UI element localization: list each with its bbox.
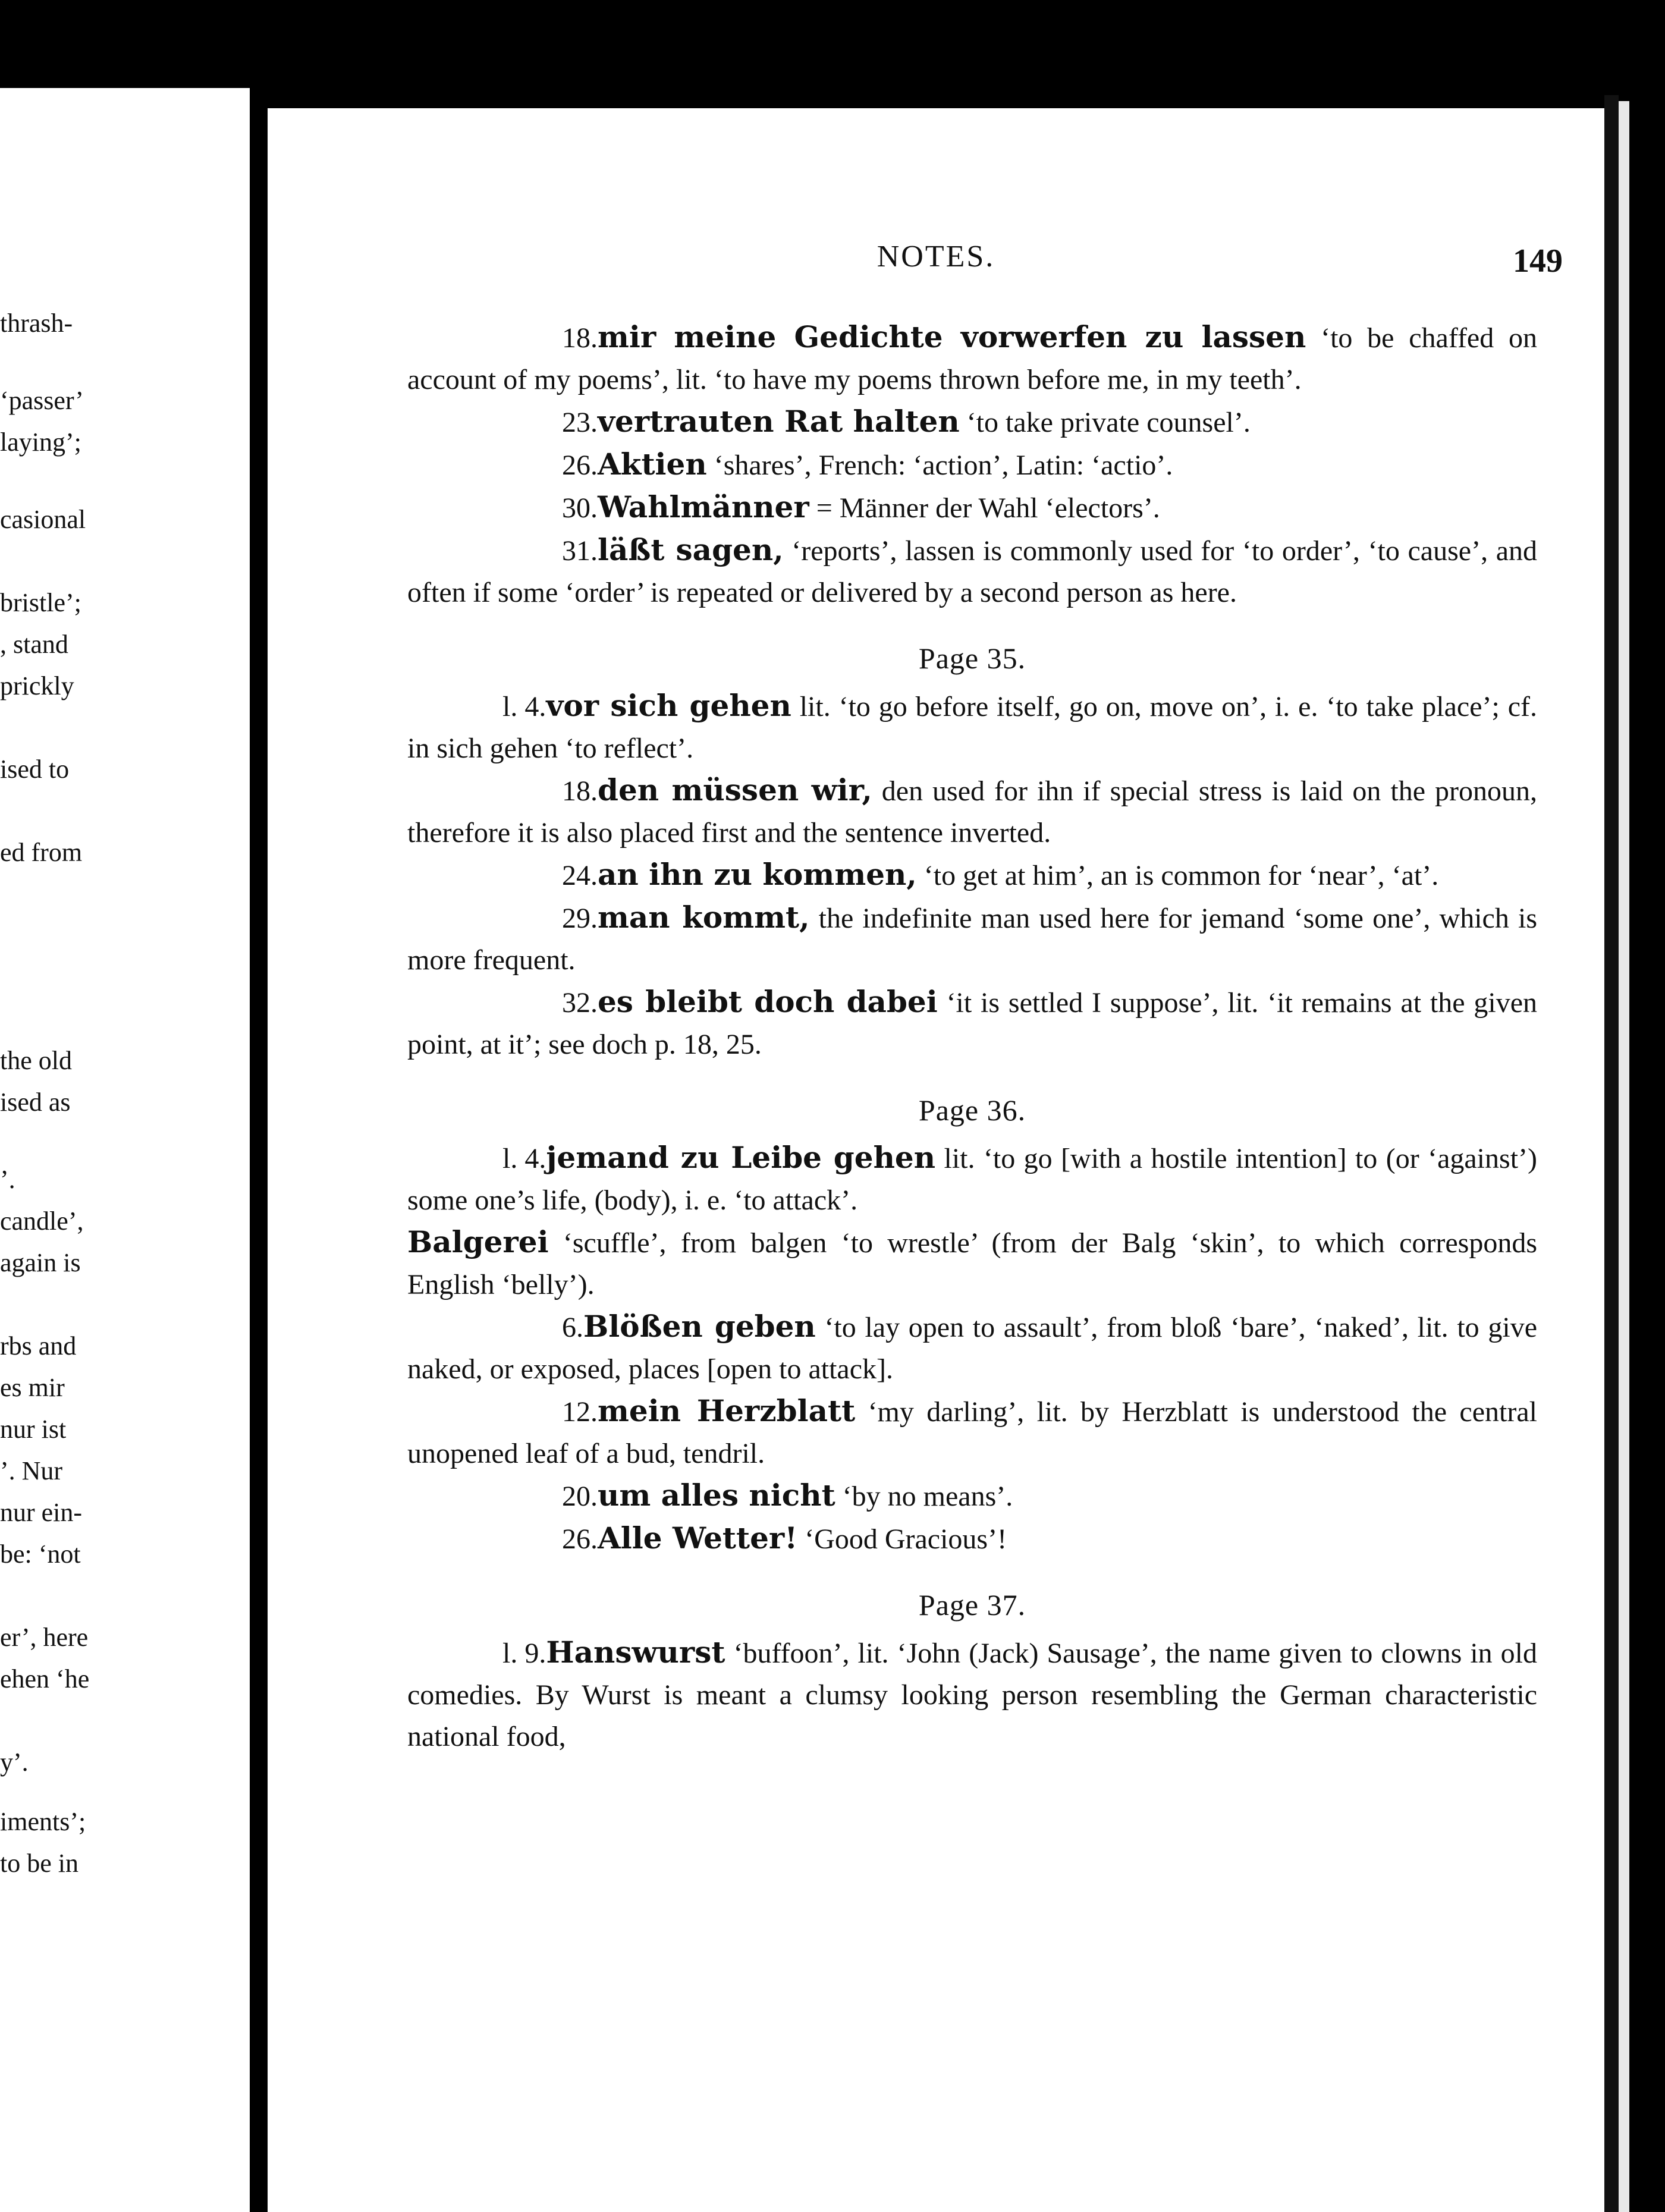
- note-entry: [407, 529, 1537, 614]
- german-headword: Aktien: [598, 447, 707, 482]
- gloss-text: ‘to lay open to assault’, from bloß ‘bare’, ‘naked’, lit. to give naked, or exposed, places [open to attack].: [407, 1312, 1537, 1385]
- german-headword: Hanswurst: [546, 1635, 725, 1670]
- line-reference: 31.: [562, 535, 598, 567]
- note-entry: [407, 685, 1537, 769]
- line-reference: 18.: [562, 322, 598, 354]
- left-fragment-line: ed from: [0, 838, 83, 867]
- page-edge-stack: [1619, 101, 1629, 2212]
- german-headword: Alle Wetter!: [598, 1520, 798, 1556]
- book-gutter: [250, 77, 268, 2212]
- line-reference: 32.: [562, 987, 598, 1019]
- page-35-heading: Page 35.: [918, 642, 1026, 675]
- line-reference: 26.: [562, 1523, 598, 1555]
- left-fragment-line: er’, here: [0, 1623, 89, 1652]
- gloss-text: den used for ihn if special stress is laid on the pronoun, therefore it is also placed first and the sentence inverted.: [407, 775, 1538, 849]
- left-fragment-line: y’.: [0, 1748, 29, 1777]
- page-35-notes: [407, 685, 1537, 1066]
- page-36-notes: [407, 1137, 1537, 1560]
- left-fragment-line: es mir: [0, 1373, 65, 1402]
- line-reference: 12.: [562, 1396, 598, 1428]
- line-reference: 24.: [562, 860, 598, 891]
- german-headword: vertrauten Rat halten: [598, 404, 960, 439]
- note-entry: [407, 316, 1537, 401]
- german-headword: Balgerei: [407, 1224, 549, 1259]
- line-reference: 26.: [562, 450, 598, 481]
- left-fragment-line: to be in: [0, 1849, 78, 1878]
- gloss-text: ‘scuffle’, from balgen ‘to wrestle’ (from der Balg ‘skin’, to which corresponds English ‘belly’).: [407, 1227, 1537, 1300]
- german-headword: jemand zu Leibe gehen: [546, 1140, 936, 1175]
- line-reference: 23.: [562, 407, 598, 438]
- note-entry: [407, 1390, 1537, 1475]
- notes-body: [407, 316, 1537, 1758]
- page-36-heading: Page 36.: [918, 1094, 1026, 1127]
- page-37-heading: Page 37.: [918, 1588, 1026, 1622]
- left-fragment-line: candle’,: [0, 1206, 84, 1236]
- note-entry: [407, 854, 1537, 897]
- line-reference: l. 4.: [502, 691, 546, 722]
- facing-page-fragment: [0, 88, 250, 2212]
- left-fragment-line: laying’;: [0, 428, 81, 457]
- left-fragment-line: ehen ‘he: [0, 1664, 90, 1693]
- left-fragment-line: thrash-: [0, 309, 73, 338]
- gloss-text: ‘to get at him’, an is common for ‘near’, ‘at’.: [916, 860, 1439, 891]
- gloss-text: ‘to be chaffed on account of my poems’, lit. ‘to have my poems thrown before me, in my teeth’.: [407, 322, 1537, 395]
- gloss-text: ‘it is settled I suppose’, lit. ‘it remains at the given point, at it’; see doch p. 18, 25.: [407, 987, 1538, 1060]
- german-headword: den müssen wir,: [598, 772, 872, 807]
- gloss-text: ‘to take private counsel’.: [959, 407, 1251, 438]
- line-reference: 6.: [562, 1312, 583, 1343]
- german-headword: vor sich gehen: [546, 688, 791, 723]
- gloss-text: = Männer der Wahl ‘electors’.: [809, 492, 1160, 524]
- note-entry: [407, 401, 1537, 444]
- line-reference: 30.: [562, 492, 598, 524]
- page-number: 149: [1513, 243, 1563, 279]
- note-entry: [407, 981, 1537, 1066]
- left-fragment-line: ised as: [0, 1088, 71, 1117]
- line-reference: 20.: [562, 1481, 598, 1512]
- left-fragment-line: iments’;: [0, 1807, 86, 1836]
- left-fragment-line: ised to: [0, 755, 70, 784]
- line-reference: 29.: [562, 903, 598, 934]
- gloss-text: lit. ‘to go before itself, go on, move on’, i. e. ‘to take place’; cf. in sich gehen ‘to reflect’.: [407, 691, 1537, 764]
- left-fragment-line: be: ‘not: [0, 1539, 81, 1569]
- gloss-text: the indefinite man used here for jemand ‘some one’, which is more frequent.: [407, 903, 1537, 976]
- note-entry: [407, 1517, 1537, 1560]
- note-entry: [407, 897, 1537, 981]
- left-fragment-line: ’. Nur: [0, 1456, 63, 1485]
- left-fragment-line: nur ist: [0, 1415, 67, 1444]
- notes-continued: [407, 316, 1537, 614]
- german-headword: Wahlmänner: [598, 489, 809, 524]
- german-headword: Blößen geben: [583, 1309, 816, 1344]
- left-fragment-line: nur ein-: [0, 1498, 83, 1527]
- gloss-text: ‘my darling’, lit. by Herzblatt is understood the central unopened leaf of a bud, tendril.: [407, 1396, 1537, 1469]
- left-fragment-line: the old: [0, 1046, 72, 1075]
- note-entry: [407, 444, 1537, 486]
- note-entry: [407, 1137, 1537, 1221]
- line-reference: l. 4.: [502, 1143, 546, 1174]
- line-reference: 18.: [562, 775, 598, 807]
- notes-page: [268, 108, 1604, 2212]
- left-fragment-line: rbs and: [0, 1331, 77, 1360]
- left-fragment-line: ’.: [0, 1165, 15, 1194]
- note-entry: [407, 1221, 1537, 1306]
- page-37-notes: [407, 1632, 1537, 1758]
- note-entry: [407, 1306, 1537, 1390]
- line-reference: l. 9.: [502, 1638, 546, 1669]
- left-fragment-line: ‘passer’: [0, 386, 84, 415]
- german-headword: um alles nicht: [598, 1478, 835, 1513]
- german-headword: läßt sagen,: [598, 532, 784, 567]
- left-fragment-line: bristle’;: [0, 588, 81, 617]
- scan-border: [1629, 95, 1665, 2212]
- page-edge-shadow: [1604, 95, 1619, 2212]
- note-entry: [407, 1632, 1537, 1758]
- running-head: NOTES.: [877, 240, 995, 274]
- gloss-text: lit. ‘to go [with a hostile intention] to (or ‘against’) some one’s life, (body), i. e. ‘to attack’.: [407, 1143, 1538, 1216]
- note-entry: [407, 1475, 1537, 1517]
- german-headword: es bleibt doch dabei: [598, 984, 938, 1019]
- gloss-text: ‘Good Gracious’!: [797, 1523, 1007, 1555]
- gloss-text: ‘by no means’.: [835, 1481, 1013, 1512]
- gloss-text: ‘buffoon’, lit. ‘John (Jack) Sausage’, the name given to clowns in old comedies. By Wurst is meant a clumsy looking person resembling the German characteristic national food,: [407, 1638, 1537, 1752]
- gloss-text: ‘reports’, lassen is commonly used for ‘to order’, ‘to cause’, and often if some ‘order’ is repeated or delivered by a second person as here.: [407, 535, 1538, 608]
- gloss-text: ‘shares’, French: ‘action’, Latin: ‘actio’.: [706, 450, 1173, 481]
- left-fragment-line: again is: [0, 1248, 81, 1277]
- left-fragment-line: , stand: [0, 630, 68, 659]
- german-headword: man kommt,: [598, 900, 810, 935]
- german-headword: an ihn zu kommen,: [598, 857, 917, 892]
- left-fragment-line: prickly: [0, 671, 74, 700]
- left-fragment-line: casional: [0, 505, 86, 534]
- german-headword: mein Herzblatt: [598, 1393, 856, 1428]
- note-entry: [407, 769, 1537, 854]
- german-headword: mir meine Gedichte vorwerfen zu lassen: [598, 319, 1306, 354]
- note-entry: [407, 486, 1537, 529]
